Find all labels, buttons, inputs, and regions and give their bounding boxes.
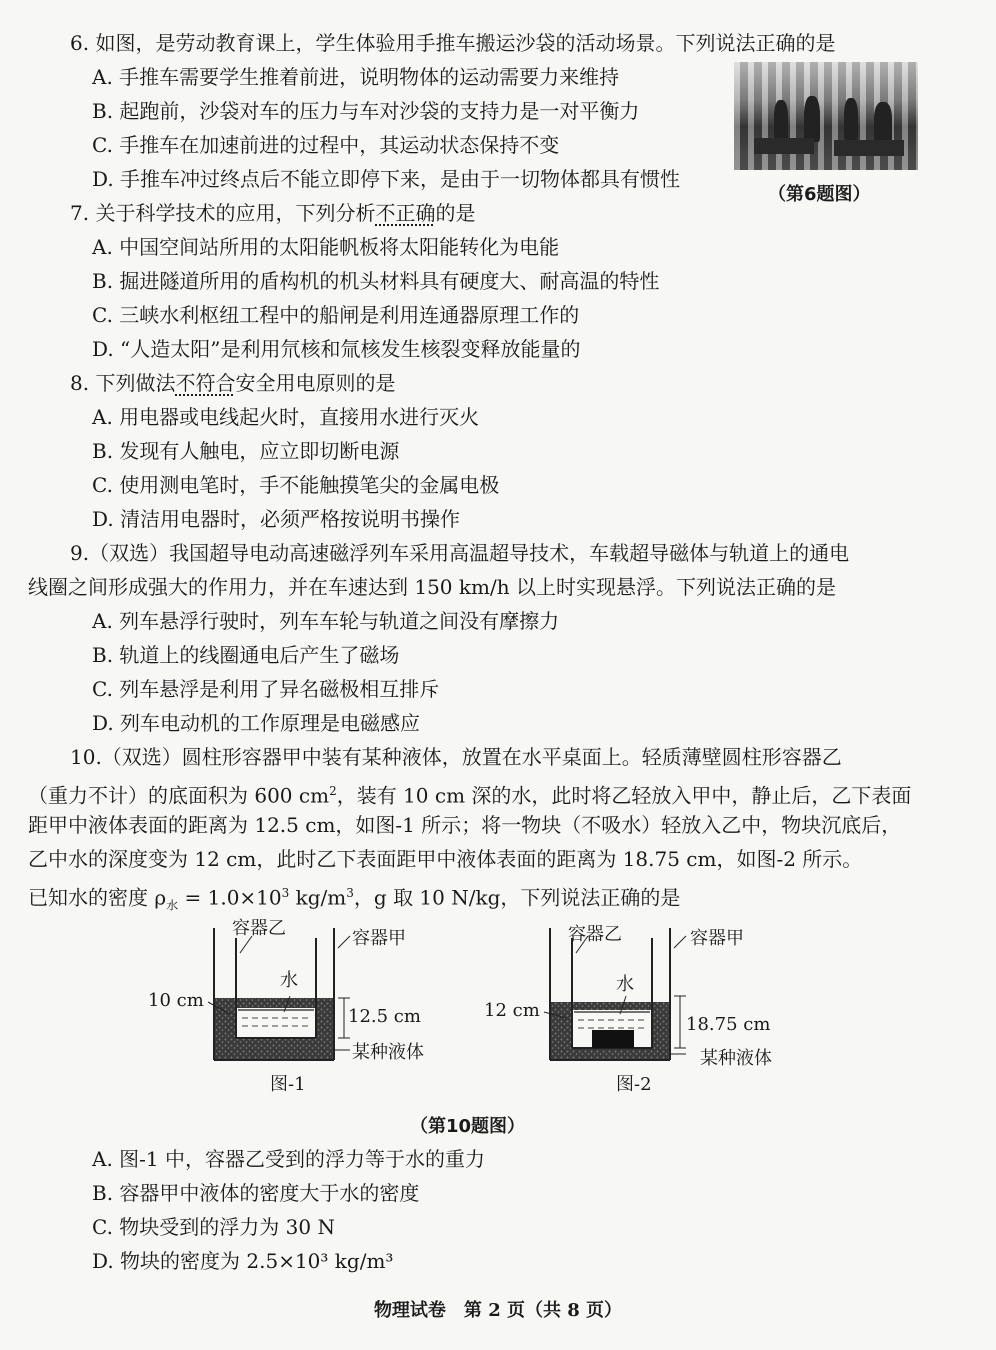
q7-stem-prefix: 7. 关于科学技术的应用，下列分析: [70, 201, 376, 225]
q10-fig2-distance-label: 18.75 cm: [686, 1014, 771, 1035]
q10-line2-a: （重力不计）的底面积为 600 cm: [28, 783, 330, 808]
q10-stem-line1: 10.（双选）圆柱形容器甲中装有某种液体，放置在水平桌面上。轻质薄壁圆柱形容器乙: [70, 745, 842, 769]
q7-stem-suffix: 的是: [435, 201, 476, 225]
q6-option-c: C. 手推车在加速前进的过程中，其运动状态保持不变: [92, 133, 560, 157]
q6-figure-caption: （第6题图）: [768, 184, 871, 205]
q10-fig1-inner-label: 容器乙: [232, 918, 286, 939]
q6-option-a: A. 手推车需要学生推着前进，说明物体的运动需要力来维持: [92, 65, 620, 89]
q6-photo: [734, 62, 918, 170]
q7-option-d: D. “人造太阳”是利用氘核和氚核发生核裂变释放能量的: [92, 337, 581, 361]
q10-fig1-depth-label: 10 cm: [148, 990, 204, 1011]
q10-fig2-liquid-label: 某种液体: [700, 1048, 772, 1069]
q10-stem-line4: 乙中水的深度变为 12 cm，此时乙下表面距甲中液体表面的距离为 18.75 cm，如图-2 所示。: [28, 847, 863, 871]
q9-option-b: B. 轨道上的线圈通电后产生了磁场: [92, 643, 400, 667]
q9-option-a: A. 列车悬浮行驶时，列车车轮与轨道之间没有摩擦力: [92, 609, 560, 633]
q9-stem-line2: 线圈之间形成强大的作用力，并在车速达到 150 km/h 以上时实现悬浮。下列说法正确的是: [28, 575, 836, 599]
q9-option-d: D. 列车电动机的工作原理是电磁感应: [92, 711, 421, 735]
q10-fig1-distance-label: 12.5 cm: [348, 1006, 421, 1027]
q6-option-b: B. 起跑前，沙袋对车的压力与车对沙袋的支持力是一对平衡力: [92, 99, 640, 123]
q10-fig1-liquid-label: 某种液体: [352, 1042, 424, 1063]
q10-stem-line5: [28, 878, 680, 921]
q10-fig1-name: 图-1: [270, 1074, 306, 1095]
q8-stem-prefix: 8. 下列做法: [70, 371, 176, 395]
q8-stem-emphasis: 不符合: [175, 371, 236, 395]
q6-stem: 6. 如图，是劳动教育课上，学生体验用手推车搬运沙袋的活动场景。下列说法正确的是: [70, 31, 836, 55]
q7-option-a: A. 中国空间站所用的太阳能帆板将太阳能转化为电能: [92, 235, 560, 259]
q10-fig2-water-label: 水: [616, 974, 634, 995]
q10-stem-line3: 距甲中液体表面的距离为 12.5 cm，如图-1 所示；将一物块（不吸水）轻放入乙中，物块沉底后，: [28, 813, 902, 837]
page-footer: 物理试卷 第 2 页（共 8 页）: [373, 1300, 623, 1321]
q10-fig2-inner-label: 容器乙: [568, 924, 622, 945]
q10-fig2-outer-label: 容器甲: [690, 928, 744, 949]
q10-fig2-name: 图-2: [616, 1074, 652, 1095]
q10-line5-c: kg/m: [289, 885, 347, 910]
q10-line2-b: ，装有 10 cm 深的水，此时将乙轻放入甲中，静止后，乙下表面: [336, 783, 912, 808]
q7-stem: [70, 198, 475, 228]
q7-stem-emphasis: 不正确: [375, 201, 436, 225]
q10-option-c: C. 物块受到的浮力为 30 N: [92, 1215, 335, 1239]
q10-line5-a: 已知水的密度 ρ: [28, 885, 167, 910]
q10-line2-sup: 2: [329, 784, 337, 798]
q8-option-c: C. 使用测电笔时，手不能触摸笔尖的金属电极: [92, 473, 500, 497]
q10-line5-sup2: 3: [346, 886, 354, 900]
q8-stem: [70, 368, 395, 398]
q8-option-b: B. 发现有人触电，应立即切断电源: [92, 439, 400, 463]
q10-line5-sub: 水: [166, 898, 179, 913]
q8-option-a: A. 用电器或电线起火时，直接用水进行灭火: [92, 405, 480, 429]
q7-option-b: B. 掘进隧道所用的盾构机的机头材料具有硬度大、耐高温的特性: [92, 269, 660, 293]
q10-figure-caption: （第10题图）: [410, 1116, 526, 1137]
q8-stem-suffix: 安全用电原则的是: [235, 371, 396, 395]
q8-option-d: D. 清洁用电器时，必须严格按说明书操作: [92, 507, 461, 531]
q10-line5-sup: 3: [281, 886, 290, 900]
q10-fig1-outer-label: 容器甲: [352, 928, 406, 949]
q9-option-c: C. 列车悬浮是利用了异名磁极相互排斥: [92, 677, 440, 701]
q10-option-a: A. 图-1 中，容器乙受到的浮力等于水的重力: [92, 1147, 485, 1171]
q10-stem-line2: [28, 776, 911, 811]
q10-option-d: D. 物块的密度为 2.5×10³ kg/m³: [92, 1249, 394, 1273]
q10-line5-d: ，g 取 10 N/kg，下列说法正确的是: [353, 885, 681, 910]
q9-stem-line1: 9.（双选）我国超导电动高速磁浮列车采用高温超导技术，车载超导磁体与轨道上的通电: [70, 541, 850, 565]
q10-line5-b: = 1.0×10: [178, 885, 282, 910]
q10-fig2-depth-label: 12 cm: [484, 1000, 540, 1021]
q7-option-c: C. 三峡水利枢纽工程中的船闸是利用连通器原理工作的: [92, 303, 580, 327]
q6-option-d: D. 手推车冲过终点后不能立即停下来，是由于一切物体都具有惯性: [92, 167, 681, 191]
q10-option-b: B. 容器甲中液体的密度大于水的密度: [92, 1181, 420, 1205]
q10-fig1-water-label: 水: [280, 970, 298, 991]
